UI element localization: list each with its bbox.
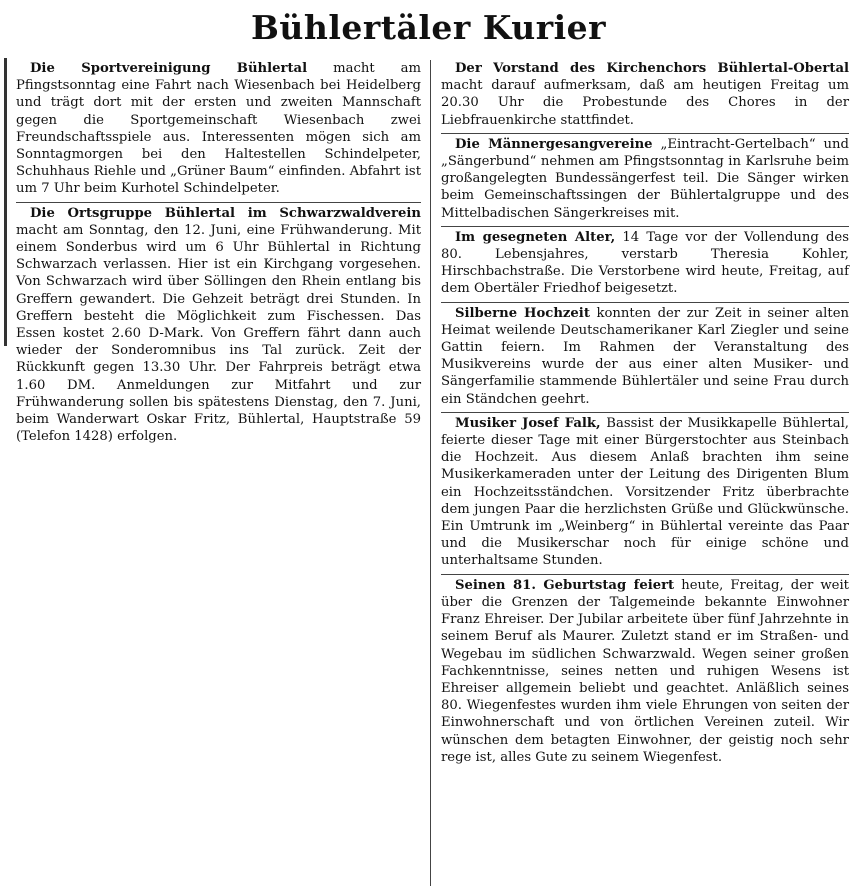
article-maennergesangvereine (441, 136, 849, 227)
article-body: macht am Sonntag, den 12. Juni, eine Frühwanderung. Mit einem Sonderbus wird um 6 Uhr Bühlertal in Richtung Schwarzach verlassen. Hier ist ein Kirchgang vorgesehen. Von Schwarzach wird über Söllingen den Rhein entlang bis Greffern gewandert. Die Gehzeit beträgt drei Stunden. In Greffern besteht die Möglichkeit zum Fischessen. Das Essen kostet 2.60 D-Mark. Von Greffern fährt dann auch wieder der Sonderomnibus ins Tal zurück. Zeit der Rückkunft gegen 13.30 Uhr. Der Fahrpreis beträgt etwa 1.60 DM. Anmeldungen zur Mitfahrt und zur Frühwanderung sollen bis spätestens Dienstag, den 7. Juni, beim Wanderwart Oskar Fritz, Bühlertal, Hauptstraße 59 (Telefon 1428) erfolgen. (16, 222, 421, 445)
right-column (441, 60, 849, 772)
column-divider (430, 60, 431, 886)
left-column (16, 60, 421, 451)
article-body: heute, Freitag, der weit über die Grenzen der Talgemeinde bekannte Einwohner Franz Ehreiser. Der Jubilar arbeitete über fünf Jahrzehnte in seinem Beruf als Maurer. Zuletzt stand er im Straßen- und Wegebau im südlichen Schwarzwald. Wegen seiner großen Fachkenntnisse, seines netten und ruhigen Wesens ist Ehreiser allgemein beliebt und geachtet. Anläßlich seines 80. Wiegenfestes wurden ihm viele Ehrungen von seiten der Einwohnerschaft und von örtlichen Vereinen zuteil. Wir wünschen dem betagten Einwohner, der geistig noch sehr rege ist, alles Gute zu seinem Wiegenfest. (441, 577, 849, 765)
article-nachruf (441, 229, 849, 303)
article-body: Bassist der Musikkapelle Bühlertal, feierte dieser Tage mit einer Bürgerstochter aus Steinbach die Hochzeit. Aus diesem Anlaß brachten ihm seine Musikerkameraden unter der Leitung des Dirigenten Blum ein Hochzeitsständchen. Vorsitzender Fritz überbrachte dem jungen Paar die herzlichsten Grüße und Glückwünsche. Ein Umtrunk im „Weinberg“ in Bühlertal vereinte das Paar und die Musikerschar noch für einige schöne und unterhaltsame Stunden. (441, 415, 849, 569)
article-headline: Musiker Josef Falk, (455, 415, 601, 431)
article-geburtstag (441, 577, 849, 770)
margin-rule (4, 58, 7, 346)
article-headline: Silberne Hochzeit (455, 305, 590, 321)
article-kirchenchor (441, 60, 849, 134)
article-musiker-falk (441, 415, 849, 575)
article-body: „Eintracht-Gertelbach“ und „Sängerbund“ nehmen am Pfingstsonntag in Karlsruhe beim großangelegten Bundessängerfest teil. Die Sänger wirken beim Gemeinschaftssingen der Bühlertalgruppe und des Mittelbadischen Sängerkreises mit. (441, 136, 849, 221)
article-headline: Die Sportvereinigung Bühlertal (30, 61, 308, 76)
article-silberne-hochzeit (441, 305, 849, 413)
article-headline: Die Ortsgruppe Bühlertal im Schwarzwaldverein (30, 205, 421, 221)
article-sportvereinigung (16, 60, 421, 203)
article-body: macht darauf aufmerksam, daß am heutigen Freitag um 20.30 Uhr die Probestunde des Chores in der Liebfrauenkirche stattfindet. (441, 78, 849, 128)
article-headline: Der Vorstand des Kirchenchors Bühlertal-Obertal (455, 61, 849, 76)
article-headline: Seinen 81. Geburtstag feiert (455, 577, 675, 593)
article-schwarzwaldverein (16, 205, 421, 450)
article-body: konnten der zur Zeit in seiner alten Heimat weilende Deutschamerikaner Karl Ziegler und seine Gattin feiern. Im Rahmen der Veranstaltung des Musikvereins wurde der aus einer alten Musiker- und Sängerfamilie stammende Bühlertäler und seine Frau durch ein Ständchen geehrt. (441, 305, 849, 407)
masthead-title: Bühlertäler Kurier (250, 8, 607, 47)
article-headline: Die Männergesangvereine (455, 136, 653, 152)
article-body: macht am Pfingstsonntag eine Fahrt nach Wiesenbach bei Heidelberg und trägt dort mit der ersten und zweiten Mannschaft gegen die Sportgemeinschaft Wiesenbach zwei Freundschaftsspiele aus. Interessenten mögen sich am Sonntagmorgen bei den Haltestellen Schindelpeter, Schuhhaus Riehle und „Grüner Baum“ einfinden. Abfahrt ist um 7 Uhr beim Kurhotel Schindelpeter. (16, 61, 422, 197)
article-body: 14 Tage vor der Vollendung des 80. Lebensjahres, verstarb Theresia Kohler, Hirschbachstraße. Die Verstorbene wird heute, Freitag, auf dem Obertäler Friedhof beigesetzt. (441, 229, 849, 297)
article-headline: Im gesegneten Alter, (455, 229, 616, 245)
